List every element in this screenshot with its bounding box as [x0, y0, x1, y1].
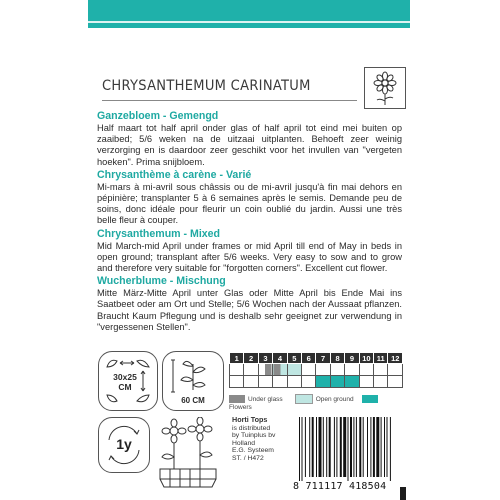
- lifecycle-value: 1y: [116, 436, 132, 452]
- company-info: [232, 416, 292, 463]
- barcode-bar: [350, 417, 352, 477]
- company-line-5: ST. / H472: [232, 454, 264, 462]
- description-block: [97, 110, 402, 334]
- barcode-bar: [356, 417, 357, 477]
- legend-swatch-open-ground: [295, 394, 313, 404]
- barcode-bar: [305, 417, 306, 477]
- barcode-bar: [359, 417, 361, 477]
- barcode-bar: [353, 417, 354, 477]
- barcode-bar: [340, 417, 342, 477]
- barcode-bar: [312, 417, 314, 477]
- barcode-bar: [387, 417, 388, 477]
- barcode-bar: [326, 417, 327, 477]
- month-8: 8: [330, 353, 344, 364]
- calendar-legend: [229, 394, 403, 411]
- flower-badge: [364, 67, 406, 109]
- barcode-bar: [302, 417, 303, 481]
- height-value: 60 CM: [181, 396, 205, 405]
- legend-flowers: Flowers: [229, 404, 252, 411]
- barcode-bar: [343, 417, 346, 477]
- title-underline: [102, 100, 357, 101]
- barcode-bar: [390, 417, 391, 481]
- legend-open-ground: Open ground: [315, 395, 354, 403]
- barcode-bar: [384, 417, 385, 477]
- legend-under-glass: Under glass: [248, 395, 283, 403]
- heading-english: Chrysanthemum - Mixed: [97, 227, 221, 240]
- barcode-bar: [329, 417, 331, 477]
- barcode-bar: [370, 417, 371, 477]
- sowing-calendar: [229, 352, 403, 388]
- barcode-bar: [316, 417, 317, 477]
- month-12: 12: [388, 353, 403, 364]
- company-name: Horti Tops: [232, 415, 268, 424]
- top-color-band: [88, 0, 410, 28]
- text-dutch: Half maart tot half april onder glas of half april tot eind mei buiten op zaaibed; 5/6 weken na de uitzaai uitplanten. Behoeft zeer weinig verzorging en is daardoor zeer geschikt voor het invullen van "vergeten hoeken". Prima snijbloem.: [97, 123, 402, 167]
- growing-icons: [92, 345, 226, 495]
- calendar-row-sowing: [230, 364, 403, 376]
- spacing-unit: CM: [118, 382, 132, 392]
- lifecycle-box: [98, 417, 150, 473]
- month-5: 5: [287, 353, 301, 364]
- barcode-bar: [373, 417, 375, 477]
- text-german: Mitte März-Mitte April unter Glas oder Mitte April bis Ende Mai ins Saatbeet oder am Ort und Stelle; 5/6 Wochen nach der Aussaat pflanzen. Braucht Kaum Pflegung und is deshalb sehr geeignet zur verwendung in "vergessenen Stellen".: [97, 288, 402, 332]
- calendar-row-flowering: [230, 376, 403, 388]
- month-1: 1: [230, 353, 244, 364]
- flowers-in-tray-icon: [154, 417, 224, 493]
- month-6: 6: [302, 353, 316, 364]
- month-4: 4: [273, 353, 287, 364]
- bottom-mark: [400, 487, 406, 500]
- spacing-value: 30x25: [113, 372, 137, 382]
- flower-icon: [365, 68, 405, 108]
- month-3: 3: [258, 353, 272, 364]
- barcode-bars: [293, 415, 405, 481]
- company-line-1: is distributed: [232, 424, 271, 432]
- barcode-bar: [336, 417, 337, 477]
- month-10: 10: [359, 353, 373, 364]
- barcode-bar: [299, 417, 300, 481]
- month-9: 9: [345, 353, 359, 364]
- company-line-4: E.G. Systeem: [232, 447, 274, 455]
- species-title: CHRYSANTHEMUM CARINATUM: [102, 78, 311, 94]
- heading-german: Wucherblume - Mischung: [97, 275, 226, 288]
- barcode-bar: [309, 417, 310, 477]
- company-line-3: Holland: [232, 439, 256, 447]
- month-11: 11: [374, 353, 388, 364]
- month-2: 2: [244, 353, 258, 364]
- barcode-bar: [348, 417, 349, 481]
- barcode-bar: [376, 417, 379, 477]
- barcode-number: 8 711117 418504: [293, 481, 387, 492]
- company-line-2: by Tuinplus bv: [232, 432, 276, 440]
- barcode-bar: [367, 417, 368, 477]
- barcode-bar: [334, 417, 335, 477]
- barcode-bar: [319, 417, 322, 477]
- heading-dutch: Ganzebloem - Gemengd: [97, 110, 219, 122]
- barcode: [293, 415, 405, 493]
- barcode-bar: [381, 417, 382, 477]
- legend-swatch-under-glass: [229, 395, 245, 403]
- top-band-stripe: [88, 21, 410, 23]
- spacing-box: [98, 351, 158, 411]
- month-7: 7: [316, 353, 330, 364]
- height-box: [162, 351, 224, 411]
- legend-swatch-flowers: [362, 395, 378, 403]
- barcode-bar: [363, 417, 364, 477]
- heading-french: Chrysanthème à carène - Varié: [97, 168, 252, 181]
- text-french: Mi-mars à mi-avril sous châssis ou de mi-avril jusqu'à fin mai dehors en pépinière; transplanter 5 à 6 semaines après le semis. Demande peu de soins, donc idéale pour fleurir un coin oublié du jardin. Aussi une très belle fleur à couper.: [97, 181, 402, 226]
- barcode-bar: [323, 417, 324, 477]
- text-english: Mid March-mid April under frames or mid April till end of May in beds in open ground; transplant after 5/6 weeks. Very easy to sow and to grow and therefore very suitable for "forgotten corners". Excellent cut flower.: [97, 240, 402, 274]
- title-row: [102, 69, 402, 107]
